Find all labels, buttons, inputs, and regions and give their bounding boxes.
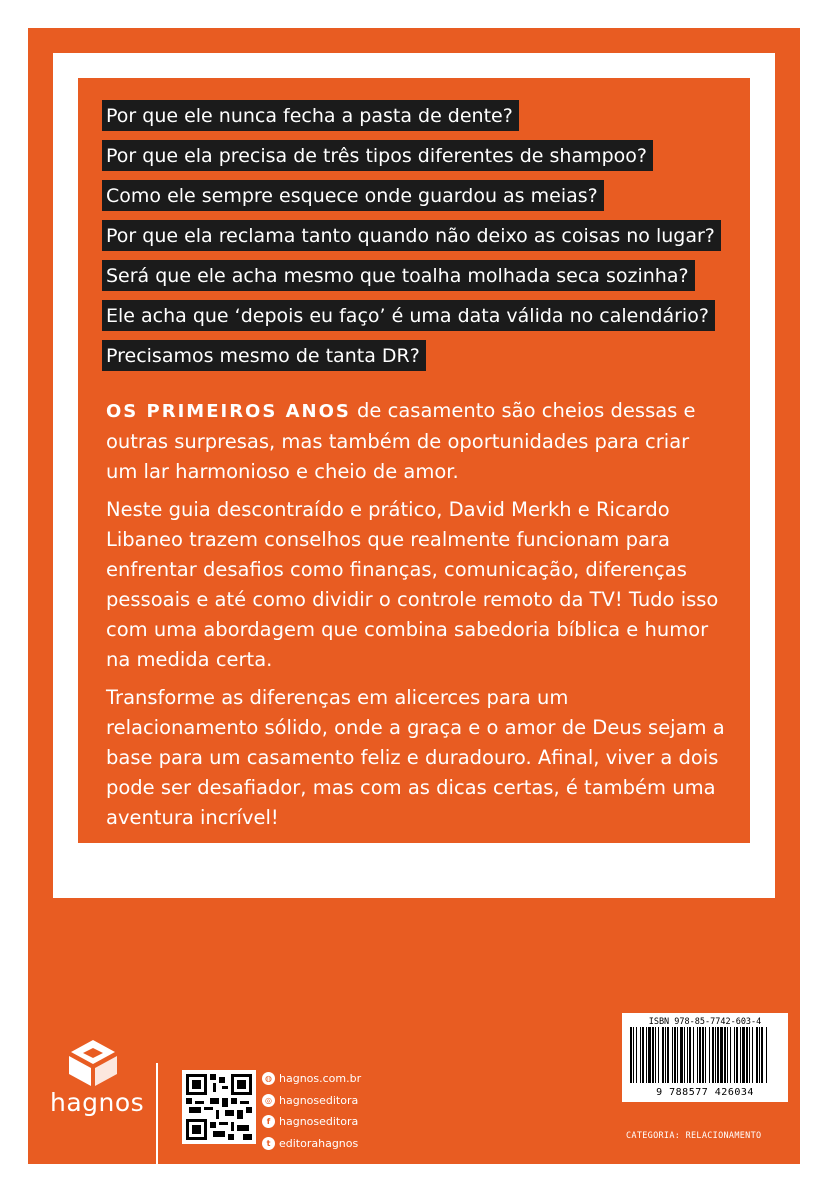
social-twitter-text: editorahagnos	[279, 1136, 359, 1150]
question-2: Por que ela precisa de três tipos diferentes de shampoo?	[102, 140, 653, 171]
hagnos-logo-icon	[65, 1038, 121, 1088]
question-3: Como ele sempre esquece onde guardou as meias?	[102, 180, 604, 211]
lead-text: OS PRIMEIROS ANOS	[106, 401, 351, 422]
question-5: Será que ele acha mesmo que toalha molhada seca sozinha?	[102, 260, 695, 291]
qr-code[interactable]	[182, 1070, 256, 1144]
social-instagram[interactable]	[262, 1091, 361, 1110]
social-instagram-text: hagnoseditora	[279, 1093, 359, 1107]
social-website-text: hagnos.com.br	[279, 1072, 362, 1085]
social-twitter[interactable]	[262, 1134, 361, 1153]
question-1: Por que ele nunca fecha a pasta de dente?	[102, 100, 519, 131]
social-facebook[interactable]	[262, 1112, 361, 1131]
barcode-icon	[628, 1027, 770, 1083]
social-links	[262, 1069, 361, 1155]
vertical-divider	[156, 1063, 158, 1167]
isbn-label: ISBN 978-85-7742-603-4	[648, 1017, 762, 1027]
instagram-icon: ◎	[262, 1094, 275, 1107]
question-list	[102, 100, 721, 380]
question-4: Por que ela reclama tanto quando não deixo as coisas no lugar?	[102, 220, 721, 251]
paragraph-1-text: de casamento são cheios dessas e outras surpresas, mas também de oportunidades para criar um lar harmonioso e cheio de amor.	[106, 399, 696, 483]
barcode-digits: 9 788577 426034	[656, 1087, 754, 1098]
barcode-box	[622, 1013, 788, 1102]
back-cover	[28, 28, 800, 1164]
white-frame	[53, 53, 775, 898]
paragraph-2: Neste guia descontraído e prático, David Merkh e Ricardo Libaneo trazem conselhos que realmente funcionam para enfrentar desafios como finanças, comunicação, diferenças pessoais e até como dividir o controle remoto da TV! Tudo isso com uma abordagem que combina sabedoria bíblica e humor na medida certa.	[106, 498, 719, 671]
hagnos-logo	[50, 1038, 145, 1117]
qr-code-icon	[186, 1074, 252, 1140]
social-facebook-text: hagnoseditora	[279, 1115, 359, 1128]
facebook-icon: f	[262, 1115, 275, 1128]
globe-icon: ◍	[262, 1072, 275, 1085]
logo-wordmark: hagnos	[50, 1088, 145, 1117]
category-label: CATEGORIA: RELACIONAMENTO	[626, 1131, 762, 1141]
twitter-icon: t	[262, 1137, 275, 1150]
question-7: Precisamos mesmo de tanta DR?	[102, 340, 426, 371]
question-6: Ele acha que ‘depois eu faço’ é uma data válida no calendário?	[102, 300, 715, 331]
social-website[interactable]	[262, 1069, 361, 1088]
text-panel	[78, 78, 750, 843]
paragraph-1	[106, 396, 726, 487]
paragraph-3: Transforme as diferenças em alicerces para um relacionamento sólido, onde a graça e o amor de Deus sejam a base para um casamento feliz e duradouro. Afinal, viver a dois pode ser desafiador, mas com as dicas certas, é também uma aventura incrível!	[106, 686, 725, 829]
